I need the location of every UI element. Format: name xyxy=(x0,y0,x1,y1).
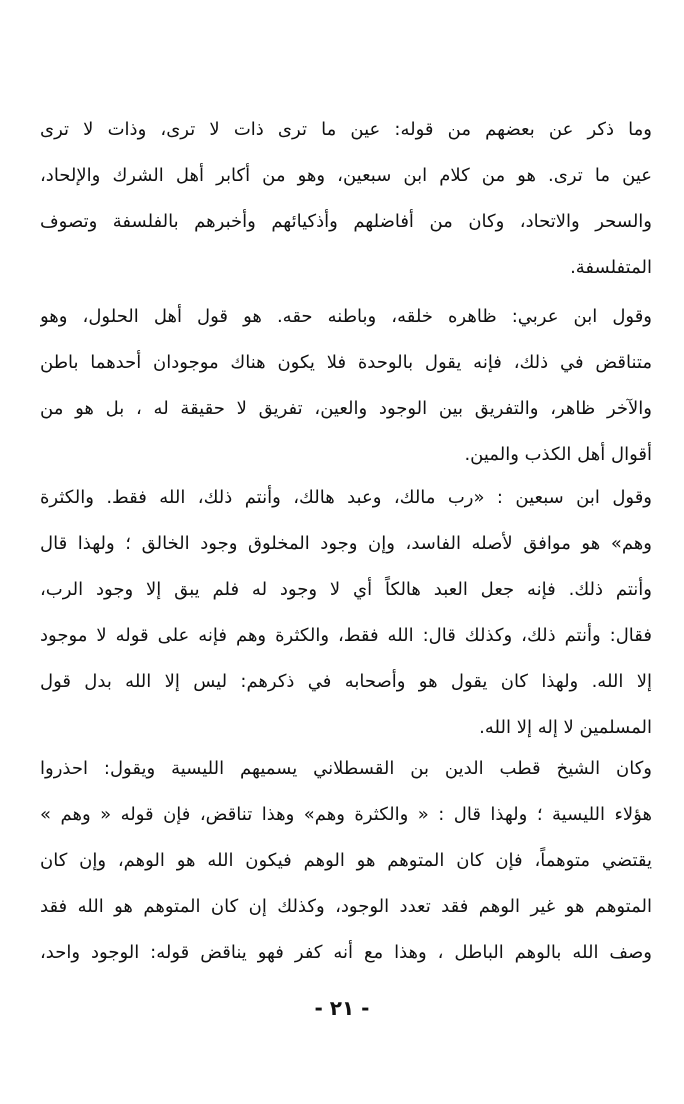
text-line: وقول ابن سبعين : «رب مالك، وعبد هالك، وأنتم ذلك، الله فقط. والكثرة xyxy=(40,487,652,508)
paragraph-ibn-arabi-saying xyxy=(40,294,652,478)
text-line: وقول ابن عربي: ظاهره خلقه، وباطنه حقه. هو قول أهل الحلول، وهو xyxy=(40,306,652,327)
text-line: المسلمين لا إله إلا الله. xyxy=(479,717,652,738)
text-line: وكان الشيخ قطب الدين بن القسطلاني يسميهم الليسية ويقول: احذروا xyxy=(40,758,652,779)
text-line: هؤلاء الليسية ؛ ولهذا قال : « والكثرة وهم» وهذا تناقض، فإن قوله « وهم » xyxy=(40,804,652,825)
text-line: متناقض في ذلك، فإنه يقول بالوحدة فلا يكون هناك موجودان أحدهما باطن xyxy=(40,352,652,373)
text-line: وأنتم ذلك. فإنه جعل العبد هالكاً أي لا وجود له فلم يبق إلا وجود الرب، xyxy=(40,579,652,600)
text-line: أقوال أهل الكذب والمين. xyxy=(464,444,652,465)
text-line: وهم» هو موافق لأصله الفاسد، وإن وجود المخلوق وجود الخالق ؛ ولهذا قال xyxy=(40,533,652,554)
paragraph-ibn-sabin-saying xyxy=(40,107,652,291)
text-line: وصف الله بالوهم الباطل ، وهذا مع أنه كفر فهو يناقض قوله: الوجود واحد، xyxy=(40,942,652,963)
text-line: المتفلسفة. xyxy=(570,257,652,278)
text-line: والآخر ظاهر، والتفريق بين الوجود والعين، تفريق لا حقيقة له ، بل هو من xyxy=(40,398,652,419)
text-line: عين ما ترى. هو من كلام ابن سبعين، وهو من أكابر أهل الشرك والإلحاد، xyxy=(40,165,652,186)
text-line: والسحر والاتحاد، وكان من أفاضلهم وأذكيائهم وأخبرهم بالفلسفة وتصوف xyxy=(40,211,652,232)
page-number: - ٢١ - xyxy=(314,996,370,1020)
text-line: فقال: وأنتم ذلك، وكذلك قال: الله فقط، والكثرة وهم فإنه على قوله لا موجود xyxy=(40,625,652,646)
text-line: المتوهم هو غير الوهم فقد تعدد الوجود، وكذلك إن كان المتوهم هو الله فقد xyxy=(40,896,652,917)
text-line: إلا الله. ولهذا كان يقول هو وأصحابه في ذكرهم: ليس إلا الله بدل قول xyxy=(40,671,652,692)
text-line: وما ذكر عن بعضهم من قوله: عين ما ترى ذات لا ترى، وذات لا ترى xyxy=(40,119,652,140)
paragraph-qutb-al-din xyxy=(40,746,652,976)
paragraph-rabb-malik xyxy=(40,475,652,751)
text-line: يقتضي متوهماً، فإن كان المتوهم هو الوهم فيكون الله هو الوهم، وإن كان xyxy=(40,850,652,871)
